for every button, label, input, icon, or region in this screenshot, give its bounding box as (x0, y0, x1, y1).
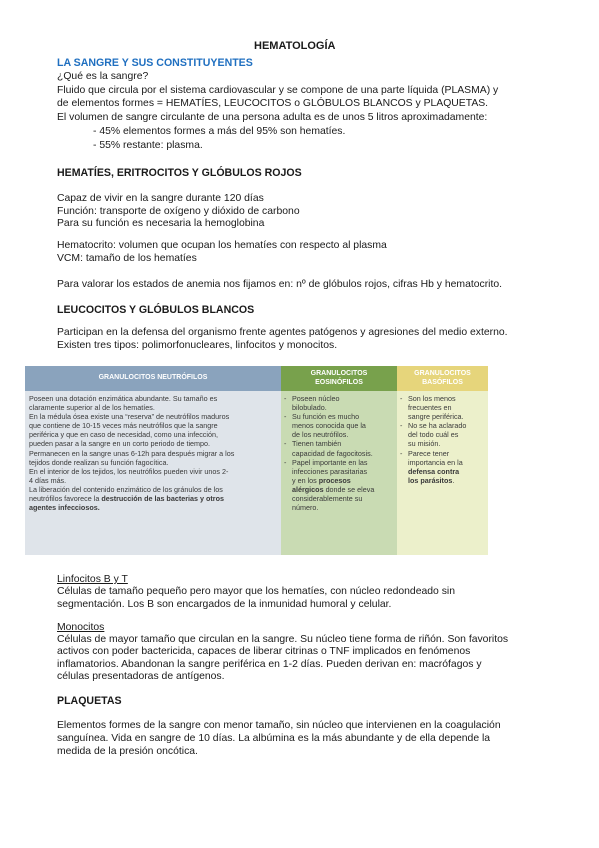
column-neutrofilos (25, 366, 281, 555)
cell-line: claramente superior al de los hematíes. (29, 403, 155, 413)
list-item: - Tienen también capacidad de fagocitosis. (284, 439, 394, 457)
cell-neutrofilos (29, 394, 278, 512)
cell-line: capacidad de fagocitosis. (292, 448, 373, 458)
header-line: GRANULOCITOS (414, 370, 471, 377)
cell-text-bold: alérgicos (292, 484, 324, 494)
list-item: - Poseen núcleo bilobulado. (284, 394, 394, 412)
cell-line: Papel importante en las (292, 457, 368, 467)
column-header (397, 366, 488, 391)
paragraph-line: segmentación. Los B son encargados de la inmunidad humoral y celular. (57, 599, 392, 610)
paragraph-line: células presentadoras de antígenos. (57, 671, 225, 682)
cell-line: importancia en la (408, 457, 463, 467)
paragraph-line: inflamatorios. Abandonan la sangre periférica en 1-2 días. Pueden derivan en: macrófagos y (57, 659, 482, 670)
cell-line: Poseen núcleo (292, 394, 340, 403)
cell-line (292, 476, 394, 485)
cell-line: tejidos donde realizan su función fagocítica. (29, 457, 169, 467)
cell-text: donde se eleva (325, 484, 375, 494)
cell-line: Su función es mucho (292, 412, 360, 422)
column-header (281, 366, 397, 391)
cell-text: y en los (292, 475, 317, 485)
cell-line: menos conocida que la (292, 421, 366, 431)
cell-text-bold: destrucción de las bacterias y otros (101, 494, 224, 504)
cell-line: sangre periférica. (408, 412, 464, 422)
cell-line: No se ha aclarado (408, 421, 467, 431)
paragraph-line: medida de la presión oncótica. (57, 746, 198, 757)
cell-line: Son los menos (408, 394, 456, 403)
list-item: - Parece tener importancia en la defensa contra los parásitos. (400, 449, 485, 485)
paragraph-line: de elementos formes = HEMATÍES, LEUCOCITOS o GLÓBULOS BLANCOS y PLAQUETAS. (57, 98, 489, 109)
cell-line: del todo cuál es (408, 430, 459, 440)
granulocitos-table (25, 366, 488, 555)
paragraph-line: Elementos formes de la sangre con menor tamaño, sin núcleo que intervienen en la coagulación (57, 720, 501, 731)
cell-line (29, 503, 278, 512)
cell-line: periférica y que en caso de necesidad, como una infección, (29, 430, 218, 440)
paragraph-line: Células de tamaño pequeño pero mayor que los hematíes, con núcleo redondeado sin (57, 586, 455, 597)
paragraph-line: Capaz de vivir en la sangre durante 120 días (57, 193, 264, 204)
header-line: EOSINÓFILOS (315, 378, 363, 386)
page-title: HEMATOLOGÍA (254, 40, 336, 52)
cell-line: Permanecen en la sangre unas 6-12h para después migrar a los (29, 448, 235, 458)
list-item: - No se ha aclarado del todo cuál es su misión. (400, 421, 485, 448)
paragraph-line: sanguínea. Vida en sangre de 10 días. La albúmina es la más abundante y de ella depende la (57, 733, 491, 744)
column-eosinofilos (281, 366, 397, 555)
cell-text-bold: agentes infecciosos. (29, 503, 100, 513)
section-heading-sangre: LA SANGRE Y SUS CONSTITUYENTES (57, 57, 253, 69)
section-heading-leucocitos: LEUCOCITOS Y GLÓBULOS BLANCOS (57, 304, 255, 316)
cell-line: frecuentes en (408, 403, 452, 413)
cell-text-bold: defensa contra (408, 466, 460, 476)
paragraph-line: activos con poder bactericida, capaces de liberar citrinas o TNF implicados en fenómenos (57, 646, 471, 657)
paragraph-line: VCM: tamaño de los hematíes (57, 253, 197, 264)
cell-line (29, 494, 278, 503)
cell-line: Parece tener (408, 448, 450, 458)
header-line: GRANULOCITOS (310, 370, 368, 377)
paragraph-line: Participan en la defensa del organismo frente agentes patógenos y agresiones del medio externo. (57, 327, 508, 338)
cell-line: bilobulado. (292, 403, 327, 413)
subheading-linfocitos: Linfocitos B y T (57, 574, 128, 585)
cell-text-bold: los parásitos (408, 475, 453, 485)
paragraph-line: Fluido que circula por el sistema cardiovascular y se compone de una parte líquida (PLASMA) y (57, 85, 499, 96)
cell-line: que contiene de 10-15 veces más neutrófilos que la sangre (29, 421, 218, 431)
column-basofilos (397, 366, 488, 555)
paragraph-line: Para su función es necesaria la hemoglobina (57, 218, 265, 229)
cell-text: neutrófilos favorece la (29, 494, 100, 504)
paragraph-line: Función: transporte de oxígeno y dióxido de carbono (57, 206, 300, 217)
cell-line: de los neutrófilos. (292, 430, 349, 440)
paragraph-line: Para valorar los estados de anemia nos fijamos en: nº de glóbulos rojos, cifras Hb y hematocrito. (57, 279, 503, 290)
cell-line: Tienen también (292, 439, 342, 449)
cell-text: . (452, 475, 455, 485)
cell-line: su misión. (408, 439, 441, 449)
column-header: GRANULOCITOS NEUTRÓFILOS (25, 366, 281, 391)
bullet-item: - 55% restante: plasma. (93, 140, 203, 151)
cell-line: Poseen una dotación enzimática abundante. Su tamaño es (29, 394, 218, 403)
paragraph-line: Hematocrito: volumen que ocupan los hematíes con respecto al plasma (57, 240, 387, 251)
paragraph-line: Existen tres tipos: polimorfonucleares, linfocitos y monocitos. (57, 340, 338, 351)
cell-line: infecciones parasitarias (292, 466, 368, 476)
subheading-monocitos: Monocitos (57, 622, 105, 633)
cell-line: La liberación del contenido enzimático de los gránulos de los (29, 484, 223, 494)
list-item: - Su función es mucho menos conocida que la de los neutrófilos. (284, 412, 394, 439)
cell-basofilos (400, 394, 485, 485)
cell-text-bold: procesos (318, 475, 351, 485)
cell-line: 4 días más. (29, 475, 67, 485)
header-line: BASÓFILOS (422, 378, 463, 386)
cell-line (408, 467, 485, 476)
cell-line: considerablemente su (292, 494, 363, 504)
cell-line (408, 476, 485, 485)
cell-line (292, 485, 394, 494)
list-item: - Son los menos frecuentes en sangre periférica. (400, 394, 485, 421)
list-item: - Papel importante en las infecciones parasitarias y en los procesos alérgicos donde se eleva considerablemente su número. (284, 458, 394, 513)
cell-line: En la médula ósea existe una “reserva” de neutrófilos maduros (29, 412, 230, 422)
cell-eosinofilos (284, 394, 394, 512)
question-text: ¿Qué es la sangre? (57, 71, 149, 82)
paragraph-line: El volumen de sangre circulante de una persona adulta es de unos 5 litros aproximadamente: (57, 112, 488, 123)
cell-line: número. (292, 503, 319, 513)
cell-line: En el interior de los tejidos, los neutrófilos pueden vivir unos 2- (29, 466, 229, 476)
bullet-item: - 45% elementos formes a más del 95% son hematíes. (93, 126, 346, 137)
paragraph-line: Células de mayor tamaño que circulan en la sangre. Su núcleo tiene forma de riñón. Son favoritos (57, 634, 509, 645)
section-heading-plaquetas: PLAQUETAS (57, 695, 122, 707)
section-heading-hematies: HEMATÍES, ERITROCITOS Y GLÓBULOS ROJOS (57, 167, 302, 179)
cell-line: pueden pasar a la sangre en un corto periodo de tiempo. (29, 439, 211, 449)
